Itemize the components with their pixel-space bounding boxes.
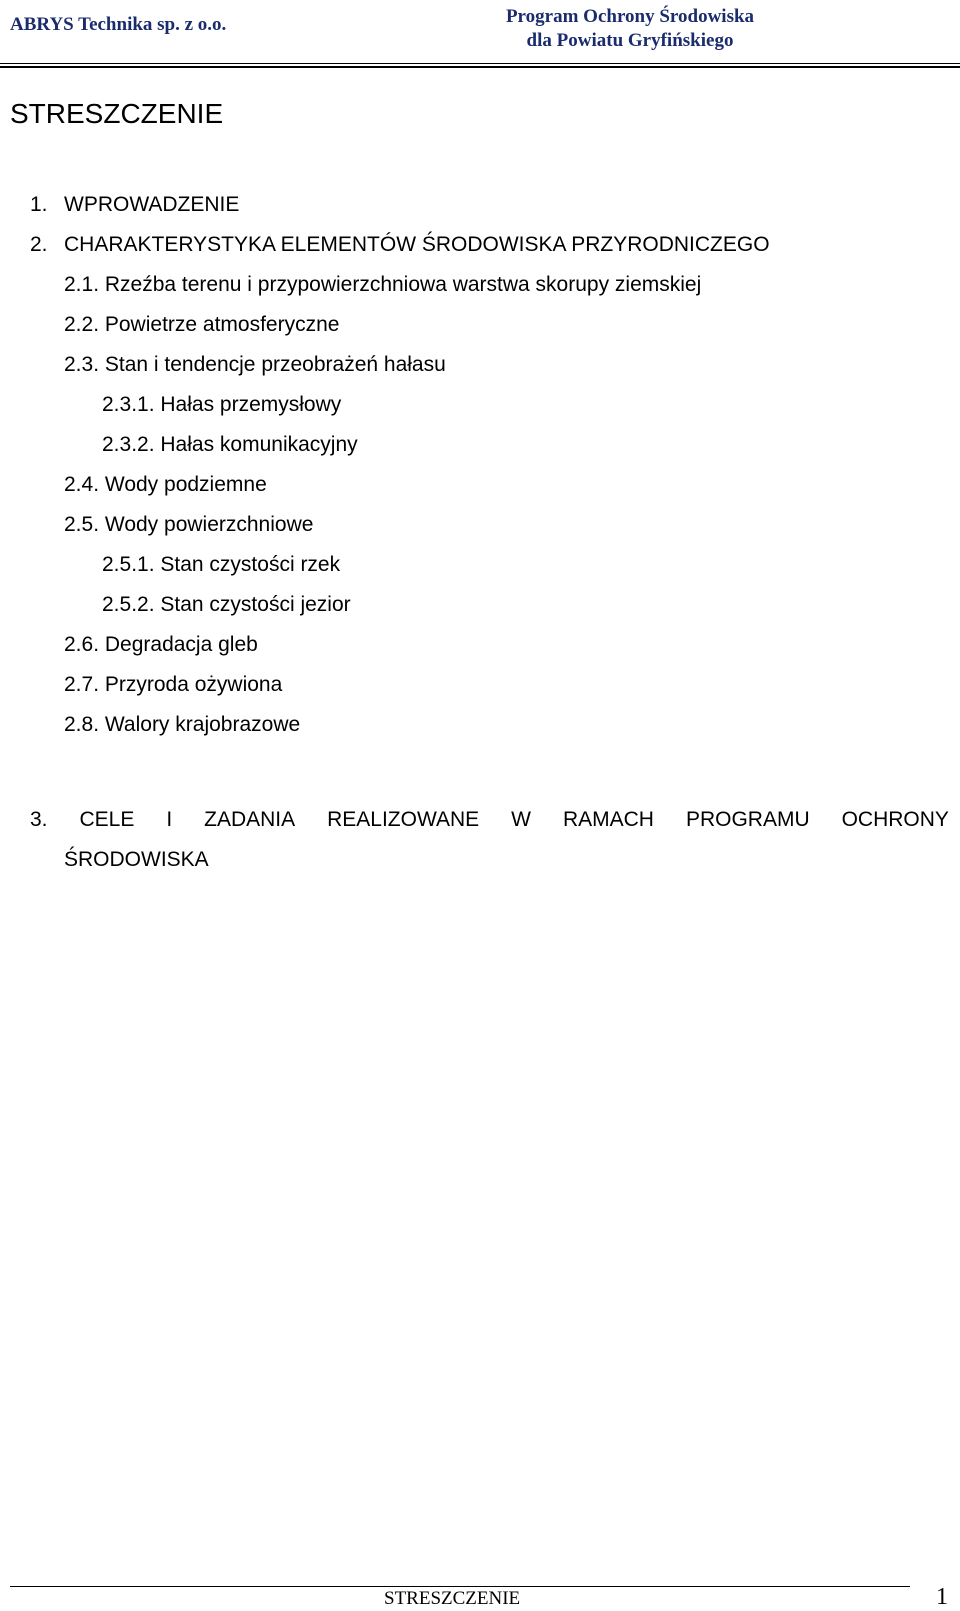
toc-entry-2-3-1 [102,392,341,418]
toc-text: Stan i tendencje przeobrażeń hałasu [104,353,446,376]
toc-number: 2.8. [64,713,100,736]
toc-number: 2.6. [64,633,100,656]
toc-entry-2-5-2 [102,592,351,618]
toc-text: CHARAKTERYSTYKA ELEMENTÓW ŚRODOWISKA PRZYRODNICZEGO [64,233,770,256]
toc-number: 2.4. [64,473,100,496]
toc-text: Walory krajobrazowe [104,713,301,736]
header-company: ABRYS Technika sp. z o.o. [10,14,227,35]
toc-entry-2-3 [64,352,446,378]
toc-text: Hałas komunikacyjny [160,433,358,456]
toc-entry-2-2 [64,312,339,338]
header-divider-thin [0,63,960,64]
toc-number: 2.5. [64,513,100,536]
toc-number: 2.3.2. [102,433,155,456]
toc-entry-2-5-1 [102,552,340,578]
toc-text: Wody powierzchniowe [104,513,314,536]
toc-word: PROGRAMU [685,808,810,831]
toc-entry-1 [30,192,239,218]
toc-word: I [166,808,173,831]
toc-text: Hałas przemysłowy [160,393,342,416]
toc-number: 2.1. [64,273,100,296]
toc-word: CELE [79,808,135,831]
toc-word: REALIZOWANE [327,808,480,831]
toc-text: Degradacja gleb [104,633,258,656]
toc-text: Powietrze atmosferyczne [104,313,340,336]
footer-section-label: STRESZCZENIE [384,1588,521,1609]
toc-entry-2-4 [64,472,267,498]
toc-word: RAMACH [562,808,654,831]
header-program-line1: Program Ochrony Środowiska [505,6,755,27]
page-number: 1 [936,1584,948,1610]
header-program-line2: dla Powiatu Gryfińskiego [526,30,734,51]
toc-entry-2 [30,232,770,258]
toc-entry-2-8 [64,712,300,738]
toc-entry-2-6 [64,632,258,658]
toc-text: Wody podziemne [104,473,267,496]
toc-number: 2.2. [64,313,100,336]
footer-divider [10,1586,910,1587]
toc-text: Przyroda ożywiona [104,673,283,696]
toc-entry-2-5 [64,512,313,538]
toc-word: 3. [30,808,48,831]
toc-entry-2-7 [64,672,282,698]
toc-number: 2.5.1. [102,553,155,576]
toc-entry-3 [30,807,949,833]
toc-text: Rzeźba terenu i przypowierzchniowa warstwa skorupy ziemskiej [104,273,702,296]
toc-word: W [511,808,531,831]
toc-number: 2.7. [64,673,100,696]
page-title: STRESZCZENIE [10,98,224,129]
toc-number: 2.3.1. [102,393,155,416]
toc-text: Stan czystości rzek [160,553,341,576]
header-divider-thick [0,66,960,68]
toc-text: WPROWADZENIE [64,193,240,216]
toc-text: Stan czystości jezior [160,593,351,616]
toc-entry-2-3-2 [102,432,358,458]
toc-entry-2-1 [64,272,701,298]
header-program-title [480,5,780,53]
toc-number: 2.3. [64,353,100,376]
toc-word: OCHRONY [841,808,949,831]
toc-entry-3-continuation: ŚRODOWISKA [64,848,209,871]
toc-number: 2.5.2. [102,593,155,616]
toc-number: 2. [30,233,48,256]
toc-number: 1. [30,193,48,216]
toc-word: ZADANIA [204,808,296,831]
